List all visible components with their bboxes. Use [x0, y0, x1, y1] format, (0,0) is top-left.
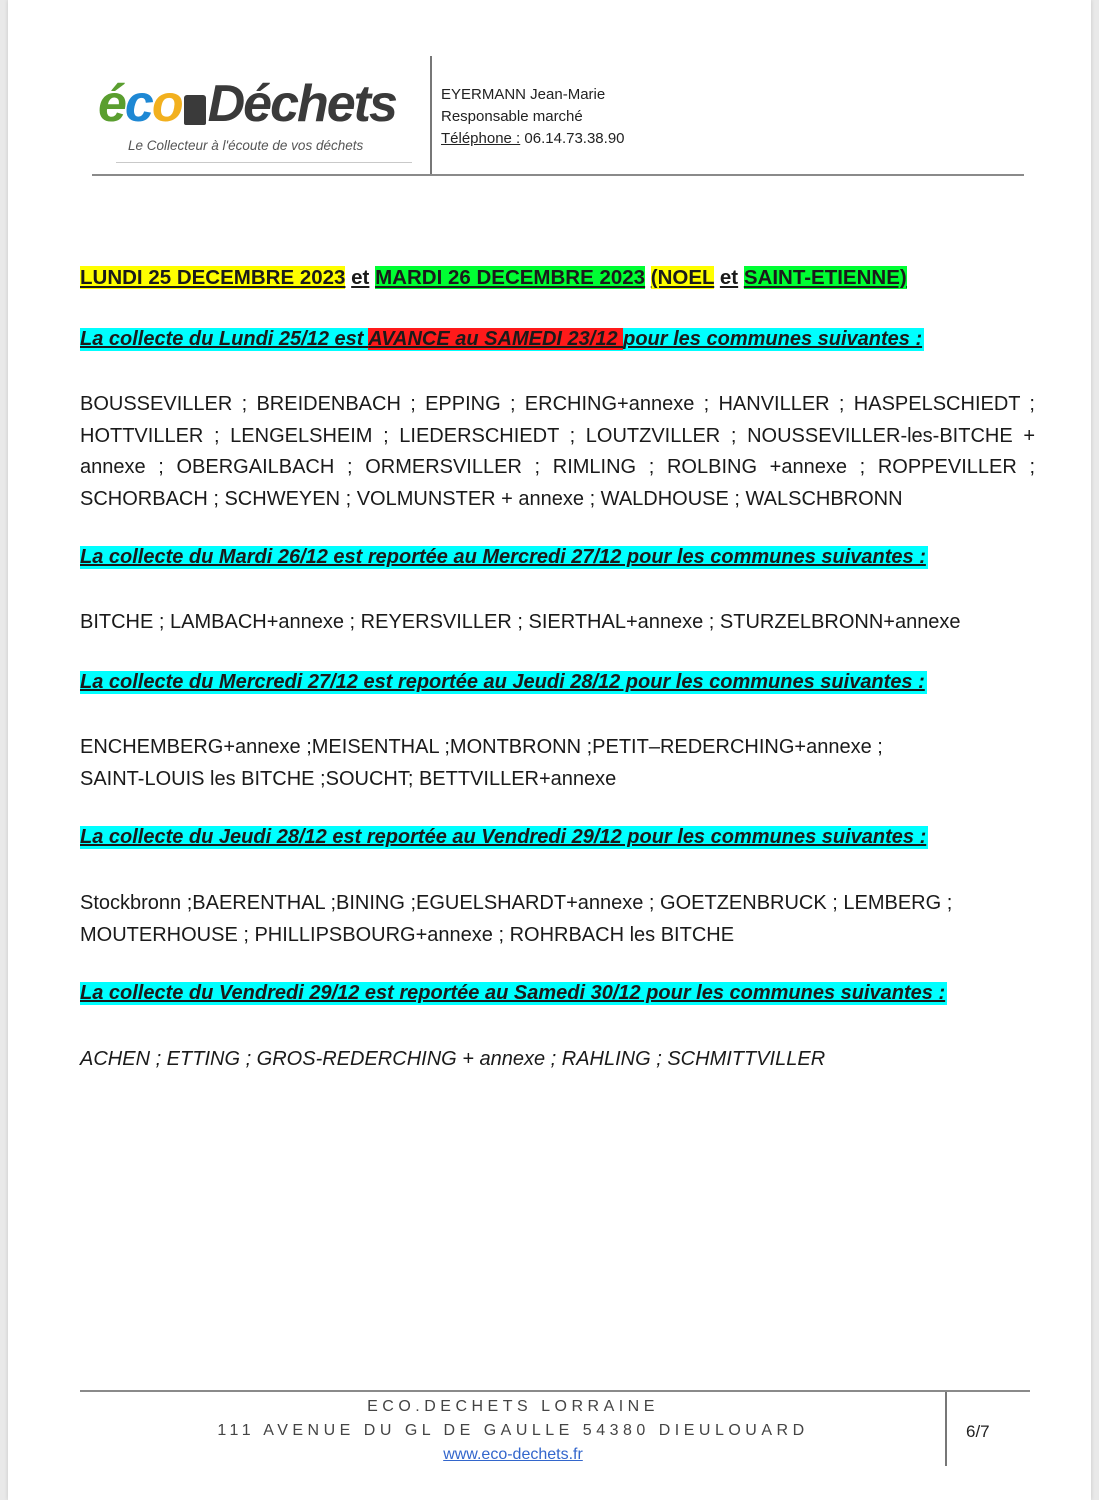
page-number: 6/7 [966, 1422, 990, 1441]
title-day2: MARDI 26 DECEMBRE 2023 [375, 266, 646, 289]
letterhead [84, 56, 1024, 176]
communes-mercredi [80, 732, 1035, 795]
logo-wordmark: éco Déchets [98, 75, 396, 133]
header-rule [92, 174, 1024, 176]
heading-text: pour les communes suivantes : [623, 328, 923, 350]
footer-website-link[interactable]: www.eco-dechets.fr [443, 1446, 583, 1463]
section-heading-mardi: La collecte du Mardi 26/12 est reportée au Mercredi 27/12 pour les communes suivantes : [80, 546, 926, 568]
header-divider [430, 56, 432, 174]
heading-text: La collecte du Lundi 25/12 est [80, 328, 369, 350]
contact-block [441, 84, 625, 150]
section-heading-vendredi: La collecte du Vendredi 29/12 est reportée au Samedi 30/12 pour les communes suivantes : [80, 982, 946, 1004]
footer-company: ECO.DECHETS LORRAINE [367, 1398, 659, 1415]
communes-mardi: BITCHE ; LAMBACH+annexe ; REYERSVILLER ; SIERTHAL+annexe ; STURZELBRONN+annexe [80, 611, 961, 633]
page-title [80, 266, 907, 290]
trash-bin-icon [184, 95, 206, 125]
communes-lundi: BOUSSEVILLER ; BREIDENBACH ; EPPING ; ERCHING+annexe ; HANVILLER ; HASPELSCHIEDT ; HOTTVILLER ; LENGELSHEIM ; LIEDERSCHIEDT ; LOUTZVILLER ; NOUSSEVILLER-les-BITCHE + annexe ; OBERGAILBACH ; ORMERSVILLER ; RIMLING ; ROLBING +annexe ; ROPPEVILLER ; SCHORBACH ; SCHWEYEN ; VOLMUNSTER + annexe ; WALDHOUSE ; WALSCHBRONN [80, 393, 1035, 510]
contact-phone-row [441, 128, 625, 150]
communes-vendredi: ACHEN ; ETTING ; GROS-REDERCHING + annexe ; RAHLING ; SCHMITTVILLER [80, 1048, 826, 1070]
section-heading-lundi [80, 328, 924, 351]
section-heading-jeudi: La collecte du Jeudi 28/12 est reportée au Vendredi 29/12 pour les communes suivantes : [80, 826, 927, 848]
title-and2: et [719, 266, 739, 289]
phone-label: Téléphone : [441, 130, 521, 147]
communes-line: Stockbronn ;BAERENTHAL ;BINING ;EGUELSHARDT+annexe ; GOETZENBRUCK ; LEMBERG ; [80, 892, 953, 914]
logo-tagline: Le Collecteur à l'écoute de vos déchets [128, 138, 364, 153]
title-noel: (NOEL [650, 266, 715, 289]
phone-number: 06.14.73.38.90 [524, 130, 625, 147]
footer-address: 111 AVENUE DU GL DE GAULLE 54380 DIEULOUARD [217, 1422, 809, 1439]
title-stetienne: SAINT-ETIENNE) [743, 266, 907, 289]
contact-name: EYERMANN Jean-Marie [441, 86, 606, 103]
section-heading-mercredi: La collecte du Mercredi 27/12 est reportée au Jeudi 28/12 pour les communes suivantes : [80, 671, 925, 693]
communes-line: ENCHEMBERG+annexe ;MEISENTHAL ;MONTBRONN ;PETIT–REDERCHING+annexe ; [80, 736, 883, 758]
footer-rule [80, 1390, 1030, 1392]
heading-avance-highlight: AVANCE au SAMEDI 23/12 [368, 328, 624, 350]
document-page [8, 0, 1091, 1500]
communes-jeudi [80, 888, 1035, 951]
title-and1: et [351, 266, 370, 289]
communes-line: MOUTERHOUSE ; PHILLIPSBOURG+annexe ; ROHRBACH les BITCHE [80, 923, 735, 946]
logo-divider [116, 162, 412, 163]
title-day1: LUNDI 25 DECEMBRE 2023 [80, 266, 346, 289]
contact-role: Responsable marché [441, 108, 583, 125]
communes-line: SAINT-LOUIS les BITCHE ;SOUCHT; BETTVILLER+annexe [80, 767, 617, 790]
eco-dechets-logo [98, 74, 414, 164]
